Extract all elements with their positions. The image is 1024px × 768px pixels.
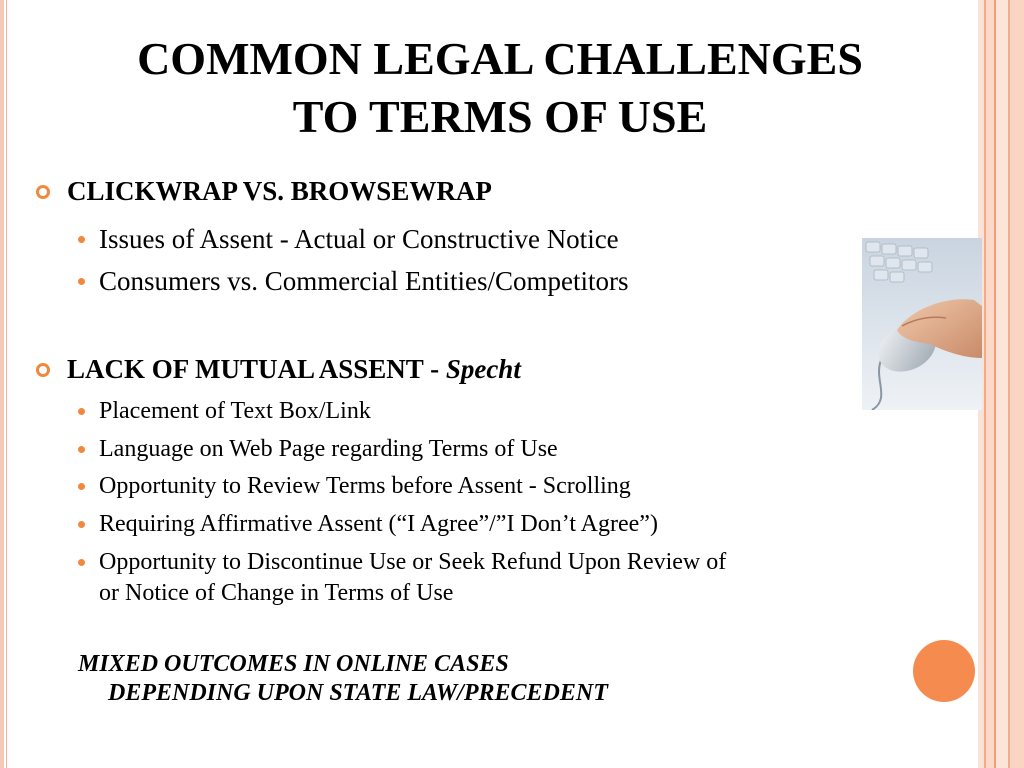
list-item-text: Requiring Affirmative Assent (“I Agree”/”I Don’t Agree”) [99,511,658,537]
left-border [0,0,4,768]
list-item-line: Opportunity to Discontinue Use or Seek Refund Upon Review of [99,549,727,575]
list-item-text: Issues of Assent - Actual or Constructive Notice [99,224,619,254]
left-border-line [6,0,7,768]
section-heading-clickwrap [36,176,492,207]
decorative-orange-circle [913,640,975,702]
dot-bullet-icon [78,559,85,566]
list-item [78,223,619,255]
case-name: Specht [445,354,521,384]
section2-heading-text: LACK OF MUTUAL ASSENT - [67,354,446,384]
dot-bullet-icon [78,408,85,415]
section2-heading [67,354,521,385]
right-stripe [996,0,1008,768]
slide-title [30,30,970,146]
ring-bullet-icon [36,363,50,377]
list-item [78,396,371,427]
dot-bullet-icon [78,278,85,285]
dot-bullet-icon [78,236,85,243]
slide-title-line1: COMMON LEGAL CHALLENGES [137,33,863,84]
list-item-text: Language on Web Page regarding Terms of Use [99,436,558,462]
list-item-text [99,547,726,609]
list-item-line: or Notice of Change in Terms of Use [99,580,454,606]
list-item [78,434,558,465]
list-item-text: Opportunity to Review Terms before Assent - Scrolling [99,473,631,499]
list-item-text: Consumers vs. Commercial Entities/Competitors [99,266,629,296]
conclusion-note [78,650,608,708]
slide-title-line2: TO TERMS OF USE [292,91,708,142]
dot-bullet-icon [78,446,85,453]
list-item [78,265,628,297]
right-stripe [1010,0,1024,768]
section1-heading: CLICKWRAP VS. BROWSEWRAP [67,176,492,206]
list-item [78,509,658,540]
conclusion-line2: DEPENDING UPON STATE LAW/PRECEDENT [108,680,608,706]
list-item [78,547,726,609]
conclusion-line1: MIXED OUTCOMES IN ONLINE CASES [78,651,509,677]
list-item [78,471,631,502]
list-item-text: Placement of Text Box/Link [99,398,371,424]
section-heading-mutual-assent [36,354,521,385]
dot-bullet-icon [78,521,85,528]
ring-bullet-icon [36,185,50,199]
hand-on-computer-mouse-photo [862,238,982,410]
dot-bullet-icon [78,483,85,490]
right-stripe [986,0,994,768]
